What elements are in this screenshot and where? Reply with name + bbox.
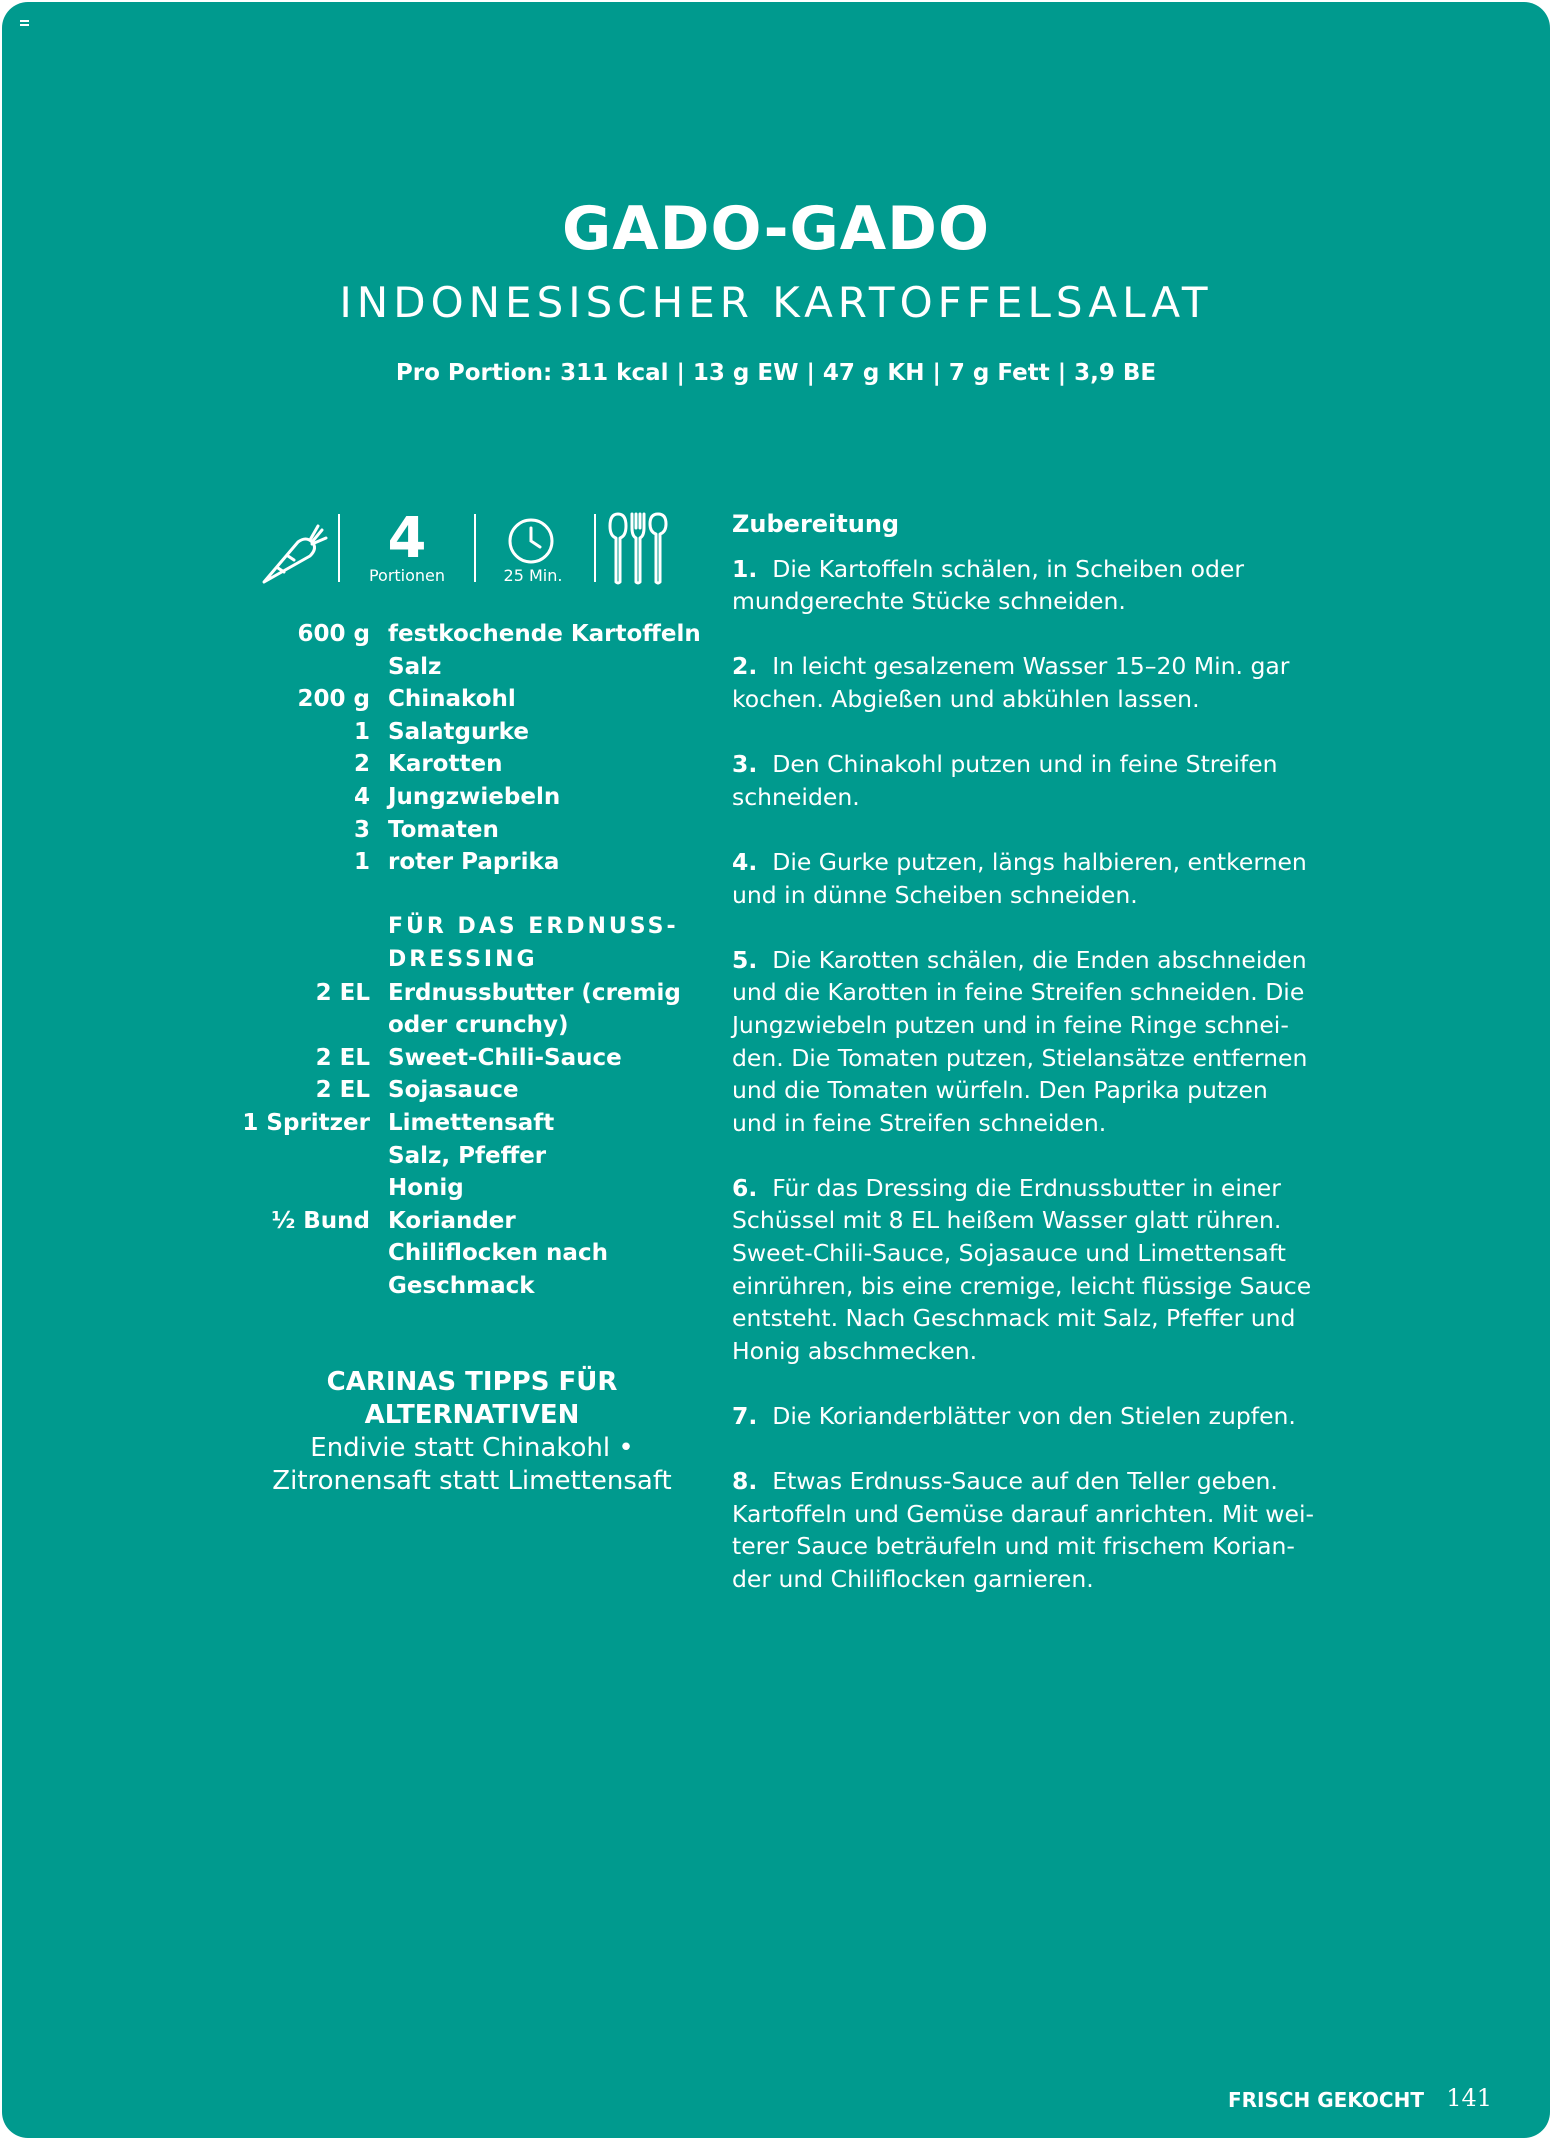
ingredient-name: Tomaten [388, 816, 499, 843]
ingredient-row [248, 814, 698, 847]
spacer [248, 879, 698, 912]
step-text: Den Chinakohl putzen und in feine Streifen [772, 750, 1278, 779]
ingredient-name: Salz [388, 653, 442, 680]
step-line [732, 1009, 1352, 1042]
preparation-step [732, 944, 1352, 1140]
portions-label: Portionen [368, 566, 446, 585]
step-line [732, 1042, 1352, 1075]
tips-text: Zitronensaft statt Limettensaft [272, 1466, 672, 1496]
ingredient-name: Geschmack [388, 1272, 535, 1299]
ingredient-name: Salatgurke [388, 718, 529, 745]
dressing-heading: FÜR DAS ERDNUSS- [388, 914, 679, 940]
ingredient-row [248, 1237, 698, 1270]
ingredient-row [248, 781, 698, 814]
ingredient-list [242, 618, 701, 1302]
step-text: und in feine Streifen schneiden. [732, 1108, 1107, 1137]
ingredient-quantity: 1 [353, 718, 370, 745]
step-line [732, 879, 1352, 912]
ingredient-name: Erdnussbutter (cremig [388, 979, 681, 1006]
nutrition-info: Pro Portion: 311 kcal | 13 g EW | 47 g KH | 7 g Fett | 3,9 BE [395, 360, 1157, 386]
step-line [732, 1563, 1352, 1596]
step-number: 8. [732, 1467, 758, 1496]
step-text: Jungzwiebeln putzen und in feine Ringe schnei- [732, 1010, 1289, 1039]
step-line [732, 1530, 1352, 1563]
step-number: 6. [732, 1173, 758, 1202]
step-text: und die Karotten in feine Streifen schneiden. Die [732, 978, 1305, 1007]
step-text: und in dünne Scheiben schneiden. [732, 880, 1138, 909]
preparation-step [732, 1400, 1352, 1433]
portions-value: 4 [387, 506, 427, 571]
recipe-title: GADO-GADO [561, 194, 990, 264]
ingredient-quantity: 2 [353, 751, 370, 778]
ingredient-row [248, 846, 698, 879]
preparation-step [732, 1465, 1352, 1595]
step-number: 7. [732, 1402, 758, 1431]
ingredient-quantity: 1 [353, 849, 370, 876]
ingredient-row [248, 1172, 698, 1205]
preparation-step [732, 748, 1352, 813]
ingredient-quantity: 2 EL [315, 1044, 370, 1071]
ingredient-row [248, 1009, 698, 1042]
tips-box [252, 1366, 692, 1498]
ingredient-row [248, 1074, 698, 1107]
dressing-heading: DRESSING [388, 946, 538, 972]
step-text: terer Sauce beträufeln und mit frischem Korian- [732, 1532, 1295, 1561]
ingredient-row [248, 1205, 698, 1238]
ingredient-name: Chiliflocken nach [388, 1240, 608, 1267]
footer-section-label: FRISCH GEKOCHT [1227, 2088, 1424, 2112]
step-number: 5. [732, 945, 758, 974]
step-line [732, 1335, 1352, 1368]
ingredient-name: Limettensaft [388, 1109, 555, 1136]
ingredient-row [248, 1042, 698, 1075]
step-text: entsteht. Nach Geschmack mit Salz, Pfeffer und [732, 1304, 1296, 1333]
ingredient-quantity: ½ Bund [271, 1207, 370, 1234]
step-text: den. Die Tomaten putzen, Stielansätze entfernen [732, 1043, 1308, 1072]
step-text: Schüssel mit 8 EL heißem Wasser glatt rühren. [732, 1206, 1282, 1235]
carrot-icon [258, 516, 330, 588]
step-line [732, 683, 1352, 716]
tips-text: Endivie statt Chinakohl • [310, 1433, 634, 1463]
step-text: schneiden. [732, 782, 860, 811]
cutlery-icon [604, 510, 668, 586]
preparation-step [732, 650, 1352, 715]
step-text: Honig abschmecken. [732, 1336, 978, 1365]
preparation-section [732, 508, 1352, 1628]
step-line [732, 1237, 1352, 1270]
step-line [732, 1172, 1352, 1205]
ingredient-name: roter Paprika [388, 849, 560, 876]
ingredient-quantity: 2 EL [315, 979, 370, 1006]
step-line [732, 585, 1352, 618]
divider [338, 514, 340, 582]
step-text: In leicht gesalzenem Wasser 15–20 Min. gar [772, 652, 1290, 681]
ingredient-quantity: 600 g [297, 621, 370, 647]
time-label: 25 Min. [503, 566, 563, 585]
step-line [732, 1074, 1352, 1107]
step-line [732, 1498, 1352, 1531]
ingredient-name: Salz, Pfeffer [388, 1142, 547, 1169]
step-text: Für das Dressing die Erdnussbutter in einer [772, 1173, 1281, 1202]
step-text: Die Kartoffeln schälen, in Scheiben oder [772, 554, 1245, 583]
step-line [732, 781, 1352, 814]
ingredient-row [248, 977, 698, 1010]
ingredient-quantity: 200 g [297, 686, 370, 713]
ingredient-name: Karotten [388, 751, 503, 778]
ingredient-name: oder crunchy) [388, 1012, 569, 1039]
ingredient-row [248, 748, 698, 781]
tips-title: ALTERNATIVEN [364, 1400, 580, 1430]
ingredient-name: Sojasauce [388, 1077, 519, 1104]
step-line [732, 846, 1352, 879]
recipe-page [2, 2, 1550, 2138]
main-ingredients [248, 618, 701, 879]
preparation-step [732, 553, 1352, 618]
step-text: Die Karotten schälen, die Enden abschneiden [772, 945, 1307, 974]
corner-mark [20, 20, 29, 26]
preparation-title: Zubereitung [732, 510, 900, 538]
step-text: der und Chiliflocken garnieren. [732, 1565, 1094, 1593]
divider [594, 514, 596, 582]
step-text: Kartoffeln und Gemüse darauf anrichten. Mit wei- [732, 1499, 1314, 1528]
ingredient-row [248, 683, 698, 716]
step-line [732, 1270, 1352, 1303]
ingredient-row [248, 716, 698, 749]
page-number: 141 [1446, 2084, 1492, 2112]
step-line [732, 1465, 1352, 1498]
step-number: 2. [732, 652, 758, 681]
ingredient-quantity: 3 [353, 816, 370, 843]
ingredient-row [248, 1140, 698, 1173]
ingredient-name: Sweet-Chili-Sauce [388, 1044, 622, 1071]
ingredient-quantity: 2 EL [315, 1077, 370, 1104]
recipe-subtitle: INDONESISCHER KARTOFFELSALAT [339, 278, 1213, 327]
ingredient-row [248, 618, 701, 651]
ingredient-quantity: 1 Spritzer [242, 1109, 370, 1136]
ingredient-name: Chinakohl [388, 686, 516, 713]
ingredient-name: Jungzwiebeln [388, 783, 561, 810]
step-line [732, 1204, 1352, 1237]
ingredient-row [242, 1107, 698, 1140]
step-text: kochen. Abgießen und abkühlen lassen. [732, 684, 1200, 713]
clock-icon [506, 516, 556, 566]
ingredient-quantity: 4 [353, 783, 370, 810]
preparation-step [732, 846, 1352, 911]
ingredient-name: Koriander [388, 1207, 516, 1234]
step-line [732, 553, 1352, 586]
ingredient-row [248, 651, 698, 684]
step-text: einrühren, bis eine cremige, leicht flüssige Sauce [732, 1271, 1312, 1300]
preparation-step [732, 1172, 1352, 1368]
step-line [732, 1400, 1352, 1433]
step-text: Die Gurke putzen, längs halbieren, entkernen [772, 847, 1307, 876]
step-line [732, 650, 1352, 683]
ingredient-row [248, 1270, 698, 1303]
step-text: und die Tomaten würfeln. Den Paprika putzen [732, 1076, 1268, 1105]
step-line [732, 748, 1352, 781]
preparation-steps [732, 553, 1352, 1596]
divider [474, 514, 476, 582]
step-text: Die Korianderblätter von den Stielen zupfen. [772, 1402, 1296, 1431]
step-text: Sweet-Chili-Sauce, Sojasauce und Limettensaft [732, 1239, 1286, 1268]
step-text: Etwas Erdnuss-Sauce auf den Teller geben. [772, 1467, 1278, 1496]
step-line [732, 1107, 1352, 1140]
step-line [732, 944, 1352, 977]
dressing-ingredients [242, 977, 698, 1303]
step-text: mundgerechte Stücke schneiden. [732, 587, 1126, 616]
step-number: 4. [732, 847, 758, 876]
step-number: 1. [732, 554, 758, 583]
ingredient-name: festkochende Kartoffeln [388, 621, 701, 647]
step-line [732, 1302, 1352, 1335]
ingredient-name: Honig [388, 1175, 464, 1202]
step-line [732, 976, 1352, 1009]
tips-title: CARINAS TIPPS FÜR [326, 1367, 618, 1397]
step-number: 3. [732, 750, 758, 779]
